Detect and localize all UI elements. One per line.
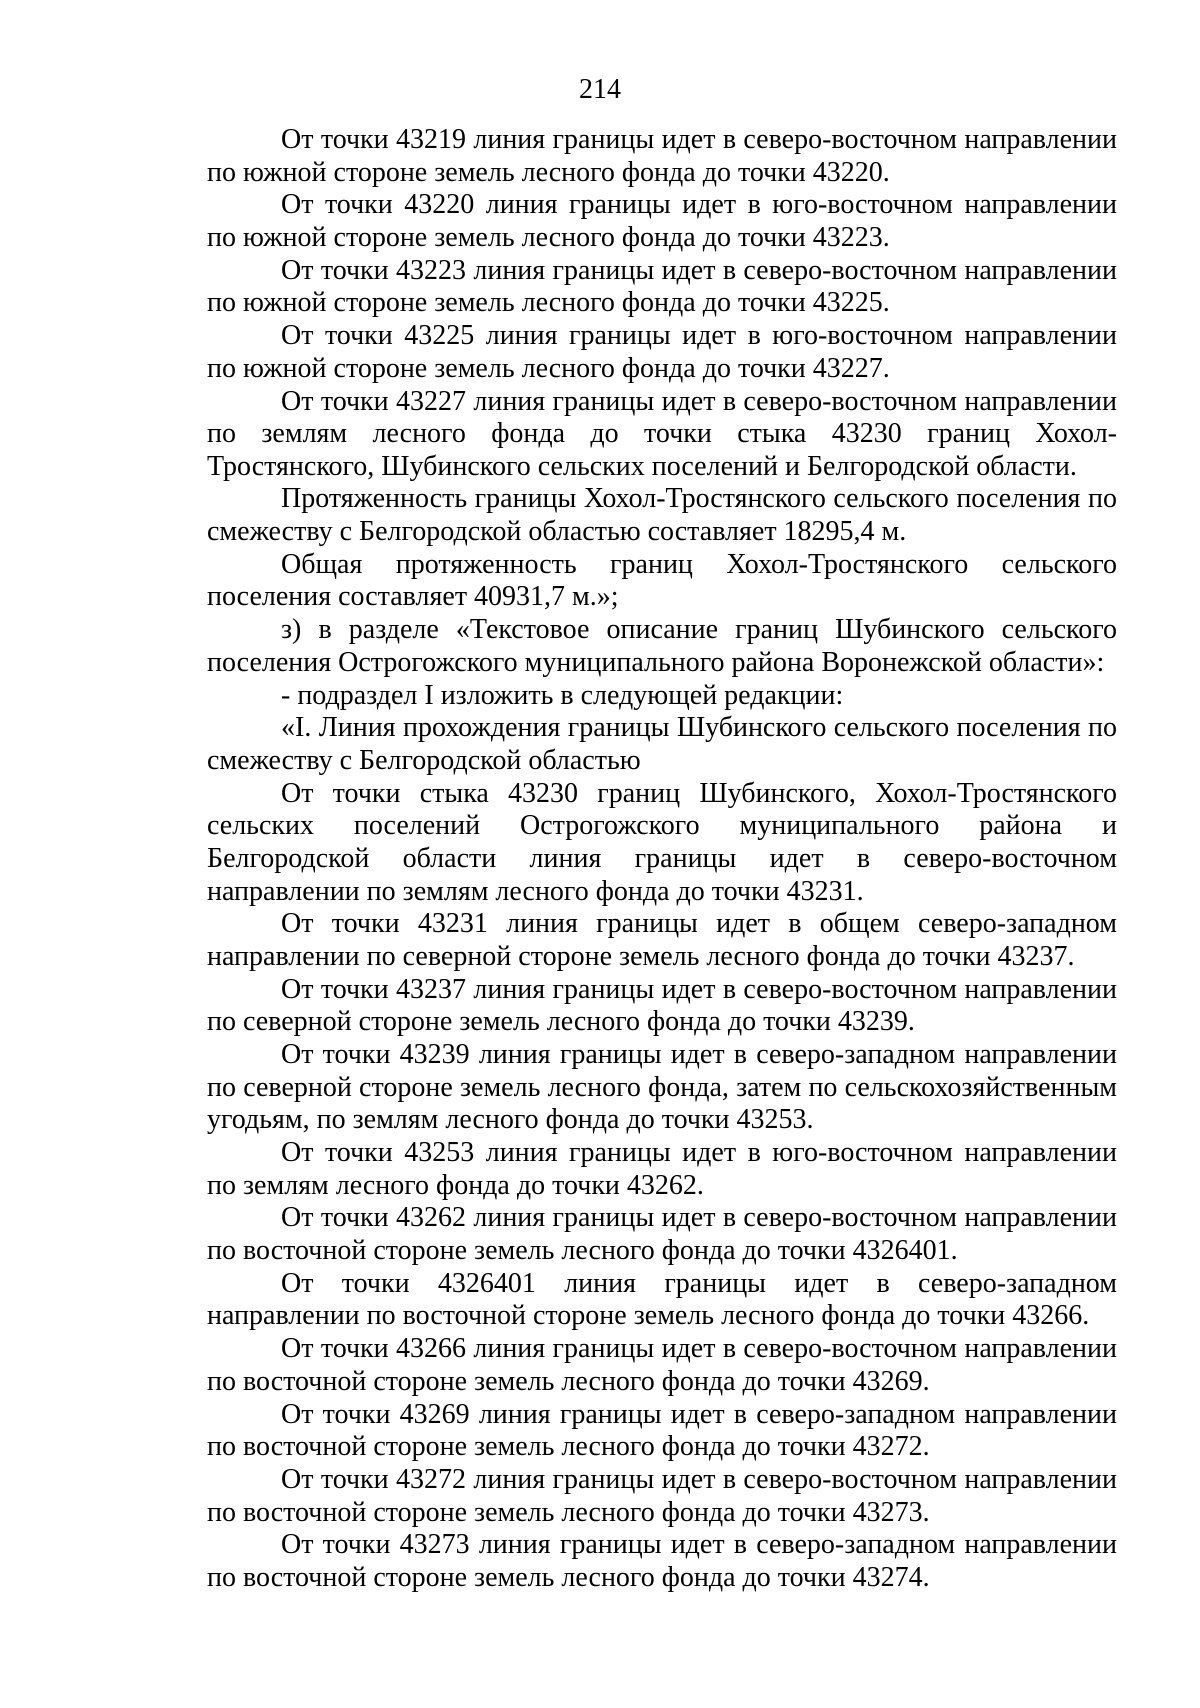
- paragraph: От точки 4326401 линия границы идет в северо-западном направлении по восточной стороне земель лесного фонда до точки 43266.: [207, 1267, 1117, 1332]
- section-heading: «I. Линия прохождения границы Шубинского сельского поселения по смежеству с Белгородской областью: [207, 712, 1117, 776]
- paragraph: з) в разделе «Текстовое описание границ Шубинского сельского поселения Острогожского муниципального района Воронежской области»:: [207, 614, 1117, 678]
- paragraph: От точки 43273 линия границы идет в северо-западном направлении по восточной стороне земель лесного фонда до точки 43274.: [207, 1529, 1117, 1593]
- page-number: 214: [579, 74, 621, 105]
- paragraph: Общая протяженность границ Хохол-Тростянского сельского поселения составляет 40931,7 м.»;: [207, 548, 1117, 613]
- paragraph: От точки 43253 линия границы идет в юго-восточном направлении по землям лесного фонда до точки 43262.: [207, 1137, 1117, 1201]
- paragraph: От точки 43225 линия границы идет в юго-восточном направлении по южной стороне земель лесного фонда до точки 43227.: [207, 320, 1117, 384]
- paragraph: От точки 43272 линия границы идет в северо-восточном направлении по восточной стороне земель лесного фонда до точки 43273.: [207, 1463, 1117, 1528]
- paragraph: - подраздел I изложить в следующей редакции:: [281, 679, 844, 711]
- paragraph: От точки 43239 линия границы идет в северо-западном направлении по северной стороне земель лесного фонда, затем по сельскохозяйственным угодьям, по землям лесного фонда до точки 43253.: [207, 1039, 1117, 1136]
- paragraph: От точки 43231 линия границы идет в общем северо-западном направлении по северной стороне земель лесного фонда до точки 43237.: [207, 908, 1117, 972]
- paragraph: От точки 43220 линия границы идет в юго-восточном направлении по южной стороне земель лесного фонда до точки 43223.: [207, 189, 1117, 253]
- paragraph: От точки 43266 линия границы идет в северо-восточном направлении по восточной стороне земель лесного фонда до точки 43269.: [207, 1333, 1117, 1397]
- paragraph: Протяженность границы Хохол-Тростянского сельского поселения по смежеству с Белгородской областью составляет 18295,4 м.: [207, 483, 1117, 548]
- paragraph: От точки 43237 линия границы идет в северо-восточном направлении по северной стороне земель лесного фонда до точки 43239.: [207, 973, 1117, 1038]
- paragraph: От точки стыка 43230 границ Шубинского, Хохол-Тростянского сельских поселений Острогожского муниципального района и Белгородской области линия границы идет в северо-восточном направлении по землям лесного фонда до точки 43231.: [207, 777, 1117, 907]
- paragraph: От точки 43262 линия границы идет в северо-восточном направлении по восточной стороне земель лесного фонда до точки 4326401.: [207, 1202, 1117, 1266]
- paragraph: От точки 43223 линия границы идет в северо-восточном направлении по южной стороне земель лесного фонда до точки 43225.: [207, 254, 1117, 319]
- paragraph: От точки 43269 линия границы идет в северо-западном направлении по восточной стороне земель лесного фонда до точки 43272.: [207, 1398, 1117, 1463]
- document-body: [207, 124, 1117, 1595]
- paragraph: От точки 43219 линия границы идет в северо-восточном направлении по южной стороне земель лесного фонда до точки 43220.: [207, 124, 1117, 188]
- paragraph: От точки 43227 линия границы идет в северо-восточном направлении по землям лесного фонда до точки стыка 43230 границ Хохол-Тростянского, Шубинского сельских поселений и Белгородской области.: [207, 385, 1117, 482]
